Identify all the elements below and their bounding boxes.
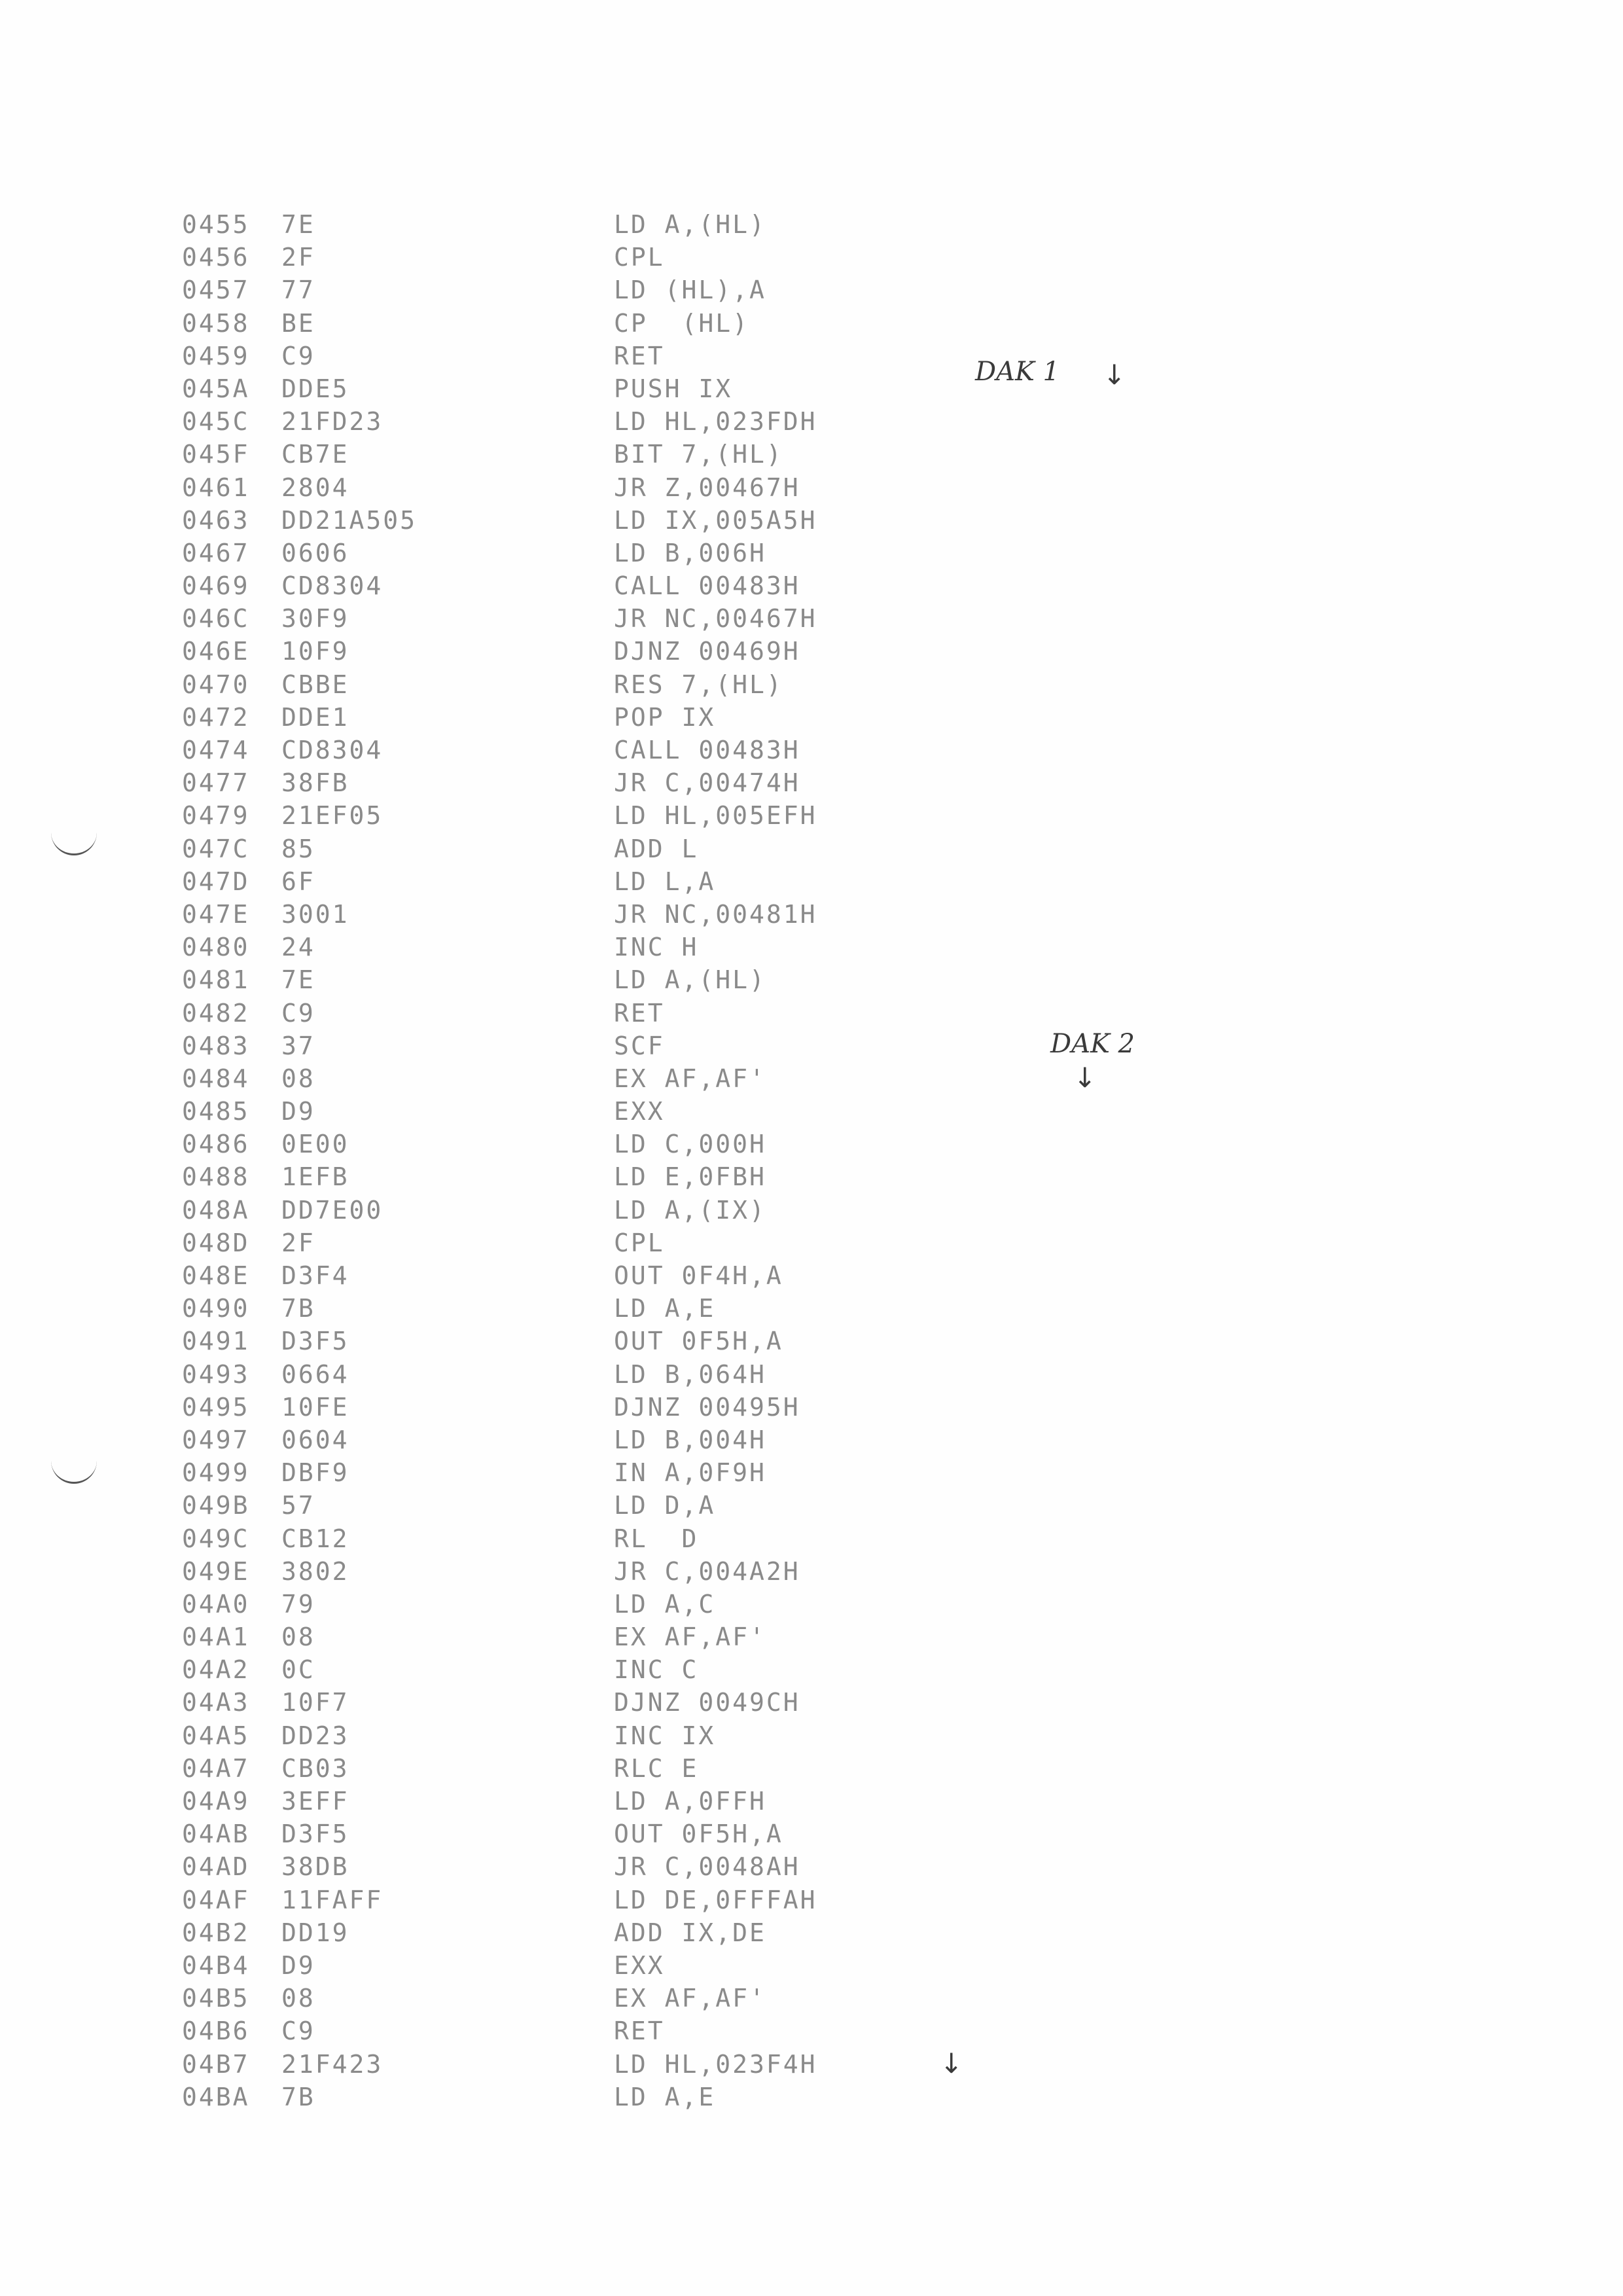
listing-opcode: 3001 [281,899,349,929]
handwritten-note-dak2: DAK 2 [1050,1029,1135,1059]
listing-mnemonic: EX AF,AF' [614,1064,766,1093]
listing-row [182,701,902,734]
listing-address: 0467 [182,538,250,567]
listing-address: 0486 [182,1130,250,1159]
listing-mnemonic: LD A,(HL) [614,210,766,239]
listing-row [182,865,902,898]
listing-address: 0497 [182,1425,250,1454]
listing-address: 0495 [182,1392,250,1422]
listing-mnemonic: JR NC,00467H [614,604,817,634]
listing-address: 0499 [182,1458,250,1488]
listing-mnemonic: LD A,0FFH [614,1787,766,1816]
listing-row [182,504,902,537]
listing-mnemonic: RES 7,(HL) [614,670,783,699]
listing-mnemonic: CPL [614,1228,665,1257]
listing-address: 04A0 [182,1589,250,1619]
listing-mnemonic: RET [614,998,665,1028]
listing-mnemonic: EX AF,AF' [614,1984,766,2013]
listing-row [182,931,902,963]
listing-opcode: 24 [281,933,315,962]
listing-address: 04A3 [182,1688,250,1717]
listing-address: 0491 [182,1327,250,1356]
listing-row [182,1194,902,1227]
listing-opcode: 0C [281,1655,315,1685]
listing-address: 0455 [182,210,250,239]
listing-address: 048D [182,1228,250,1257]
listing-mnemonic: LD A,E [614,1294,716,1323]
listing-opcode: C9 [281,998,315,1028]
handwritten-arrow-icon: ↓ [940,2047,963,2079]
listing-row [182,569,902,602]
listing-row [182,1916,902,1949]
listing-address: 0482 [182,998,250,1028]
listing-row [182,1358,902,1391]
listing-opcode: 7E [281,210,315,239]
listing-mnemonic: DJNZ 00469H [614,637,800,666]
listing-address: 0483 [182,1031,250,1060]
listing-row [182,1424,902,1456]
listing-opcode: 0606 [281,538,349,567]
listing-row [182,1489,902,1522]
listing-row [182,963,902,996]
listing-opcode: CB12 [281,1524,349,1553]
listing-row [182,2015,902,2047]
listing-address: 045C [182,407,250,437]
listing-mnemonic: BIT 7,(HL) [614,440,783,469]
listing-address: 047E [182,899,250,929]
listing-address: 0493 [182,1359,250,1389]
listing-row [182,1686,902,1719]
listing-address: 0459 [182,341,250,370]
listing-address: 04A7 [182,1753,250,1783]
listing-mnemonic: LD B,064H [614,1359,766,1389]
listing-opcode: 3802 [281,1556,349,1586]
listing-row [182,1325,902,1357]
listing-opcode: DDE5 [281,374,349,403]
listing-mnemonic: LD A,C [614,1589,716,1619]
listing-row [182,471,902,504]
listing-address: 047C [182,834,250,863]
listing-address: 0456 [182,243,250,272]
listing-address: 0490 [182,1294,250,1323]
listing-row [182,537,902,569]
listing-address: 0472 [182,702,250,732]
listing-mnemonic: LD D,A [614,1491,716,1520]
listing-mnemonic: EXX [614,1950,665,1980]
listing-address: 04B5 [182,1984,250,2013]
listing-opcode: DD7E00 [281,1195,383,1225]
handwritten-arrow-icon: ↓ [1103,359,1126,391]
listing-opcode: 85 [281,834,315,863]
listing-row [182,1621,902,1653]
listing-opcode: 2F [281,243,315,272]
listing-address: 046C [182,604,250,634]
listing-mnemonic: LD B,004H [614,1425,766,1454]
listing-mnemonic: INC H [614,933,699,962]
listing-row [182,208,902,241]
listing-row [182,1982,902,2015]
listing-address: 0485 [182,1097,250,1126]
listing-mnemonic: ADD L [614,834,699,863]
listing-row [182,668,902,701]
listing-mnemonic: JR C,00474H [614,768,800,798]
listing-opcode: D3F4 [281,1261,349,1290]
listing-mnemonic: OUT 0F4H,A [614,1261,783,1290]
listing-mnemonic: RLC E [614,1753,699,1783]
listing-opcode: 0664 [281,1359,349,1389]
listing-mnemonic: LD HL,005EFH [614,801,817,831]
listing-opcode: DDE1 [281,702,349,732]
listing-mnemonic: JR Z,00467H [614,473,800,502]
handwritten-arrow-icon: ↓ [1073,1062,1097,1094]
listing-address: 04A2 [182,1655,250,1685]
listing-opcode: 77 [281,276,315,305]
handwritten-note-dak1: DAK 1 [975,357,1060,387]
listing-mnemonic: CPL [614,243,665,272]
listing-row [182,1128,902,1160]
listing-row [182,1456,902,1489]
listing-address: 0481 [182,965,250,995]
listing-mnemonic: RL D [614,1524,699,1553]
listing-opcode: 21F423 [281,2049,383,2079]
listing-opcode: 7B [281,1294,315,1323]
listing-row [182,1391,902,1424]
listing-opcode: D3F5 [281,1820,349,1849]
listing-row [182,241,902,274]
listing-row [182,1522,902,1555]
listing-row [182,898,902,931]
listing-row [182,1588,902,1621]
listing-opcode: CB03 [281,1753,349,1783]
listing-mnemonic: ADD IX,DE [614,1918,766,1947]
listing-opcode: 57 [281,1491,315,1520]
listing-address: 0480 [182,933,250,962]
punch-hole-mark [51,1458,97,1484]
listing-mnemonic: INC IX [614,1721,716,1750]
listing-mnemonic: JR C,004A2H [614,1556,800,1586]
listing-opcode: 6F [281,867,315,896]
listing-opcode: 1EFB [281,1162,349,1192]
listing-opcode: CD8304 [281,736,383,764]
listing-address: 0474 [182,736,250,764]
listing-address: 04A9 [182,1787,250,1816]
listing-mnemonic: CP (HL) [614,308,750,338]
listing-mnemonic: SCF [614,1031,665,1060]
listing-mnemonic: POP IX [614,702,716,732]
listing-opcode: BE [281,308,315,338]
listing-address: 047D [182,867,250,896]
listing-mnemonic: EX AF,AF' [614,1623,766,1652]
listing-opcode: CBBE [281,670,349,699]
listing-opcode: DD21A505 [281,505,418,535]
listing-row [182,1555,902,1588]
listing-address: 04A1 [182,1623,250,1652]
listing-mnemonic: LD IX,005A5H [614,505,817,535]
listing-row [182,799,902,832]
listing-row [182,734,902,766]
listing-address: 045F [182,440,250,469]
listing-mnemonic: CALL 00483H [614,736,800,764]
listing-row [182,1653,902,1686]
listing-opcode: D3F5 [281,1327,349,1356]
listing-row [182,1095,902,1128]
listing-address: 04B7 [182,2049,250,2079]
listing-opcode: 11FAFF [281,1885,383,1914]
listing-row [182,1719,902,1752]
listing-address: 04B4 [182,1950,250,1980]
listing-address: 04AD [182,1852,250,1882]
listing-row [182,1949,902,1982]
listing-mnemonic: RET [614,2017,665,2046]
listing-mnemonic: LD DE,0FFFAH [614,1885,817,1914]
listing-address: 048E [182,1261,250,1290]
listing-opcode: 08 [281,1064,315,1093]
listing-opcode: 08 [281,1984,315,2013]
listing-opcode: 0604 [281,1425,349,1454]
listing-opcode: DD23 [281,1721,349,1750]
listing-opcode: C9 [281,341,315,370]
listing-mnemonic: LD A,E [614,2082,716,2111]
listing-opcode: DBF9 [281,1458,349,1488]
listing-opcode: CD8304 [281,571,383,601]
listing-address: 04BA [182,2082,250,2111]
listing-mnemonic: DJNZ 0049CH [614,1688,800,1717]
listing-row [182,2081,902,2113]
listing-address: 04AF [182,1885,250,1914]
listing-opcode: 10F9 [281,637,349,666]
listing-opcode: 38DB [281,1852,349,1882]
listing-opcode: 7B [281,2082,315,2111]
listing-address: 048A [182,1195,250,1225]
listing-opcode: 38FB [281,768,349,798]
assembly-listing [182,208,902,2113]
listing-address: 049E [182,1556,250,1586]
listing-row [182,1227,902,1259]
listing-row [182,307,902,340]
listing-mnemonic: JR C,0048AH [614,1852,800,1882]
listing-mnemonic: CALL 00483H [614,571,800,601]
listing-opcode: 10FE [281,1392,349,1422]
listing-mnemonic: LD (HL),A [614,276,766,305]
listing-mnemonic: RET [614,341,665,370]
listing-address: 0470 [182,670,250,699]
listing-address: 04A5 [182,1721,250,1750]
listing-opcode: D9 [281,1097,315,1126]
listing-row [182,372,902,405]
listing-mnemonic: DJNZ 00495H [614,1392,800,1422]
listing-row [182,1062,902,1095]
listing-address: 0461 [182,473,250,502]
listing-opcode: 10F7 [281,1688,349,1717]
listing-address: 0463 [182,505,250,535]
listing-address: 04B2 [182,1918,250,1947]
listing-address: 0479 [182,801,250,831]
listing-row [182,1884,902,1916]
punch-hole-mark [51,830,97,855]
listing-row [182,1818,902,1850]
listing-mnemonic: EXX [614,1097,665,1126]
listing-mnemonic: LD E,0FBH [614,1162,766,1192]
listing-row [182,1160,902,1193]
listing-address: 0477 [182,768,250,798]
listing-opcode: C9 [281,2017,315,2046]
listing-opcode: 30F9 [281,604,349,634]
listing-row [182,1785,902,1818]
listing-row [182,438,902,471]
listing-mnemonic: OUT 0F5H,A [614,1327,783,1356]
listing-row [182,2048,902,2081]
listing-mnemonic: OUT 0F5H,A [614,1820,783,1849]
listing-address: 049C [182,1524,250,1553]
listing-address: 049B [182,1491,250,1520]
listing-row [182,766,902,799]
listing-address: 046E [182,637,250,666]
listing-row [182,405,902,438]
listing-mnemonic: LD L,A [614,867,716,896]
listing-row [182,340,902,372]
listing-address: 04AB [182,1820,250,1849]
listing-row [182,1030,902,1062]
listing-mnemonic: LD B,006H [614,538,766,567]
listing-address: 0457 [182,276,250,305]
listing-opcode: 3EFF [281,1787,349,1816]
listing-mnemonic: INC C [614,1655,699,1685]
listing-row [182,1259,902,1292]
listing-opcode: 37 [281,1031,315,1060]
listing-opcode: 21EF05 [281,801,383,831]
listing-opcode: 0E00 [281,1130,349,1159]
listing-row [182,1850,902,1883]
listing-address: 045A [182,374,250,403]
listing-opcode: D9 [281,1950,315,1980]
listing-row [182,274,902,306]
listing-opcode: 79 [281,1589,315,1619]
listing-mnemonic: PUSH IX [614,374,733,403]
listing-opcode: DD19 [281,1918,349,1947]
listing-address: 0469 [182,571,250,601]
listing-opcode: 2F [281,1228,315,1257]
listing-row [182,1292,902,1325]
listing-mnemonic: IN A,0F9H [614,1458,766,1488]
listing-mnemonic: LD C,000H [614,1130,766,1159]
listing-mnemonic: LD A,(HL) [614,965,766,995]
listing-row [182,635,902,668]
listing-row [182,602,902,635]
listing-row [182,997,902,1030]
listing-opcode: 7E [281,965,315,995]
listing-address: 0488 [182,1162,250,1192]
listing-mnemonic: LD HL,023F4H [614,2049,817,2079]
listing-address: 0484 [182,1064,250,1093]
listing-mnemonic: LD HL,023FDH [614,407,817,437]
listing-opcode: 08 [281,1623,315,1652]
listing-row [182,833,902,865]
listing-row [182,1752,902,1785]
listing-opcode: 21FD23 [281,407,383,437]
listing-mnemonic: JR NC,00481H [614,899,817,929]
listing-address: 04B6 [182,2017,250,2046]
listing-address: 0458 [182,308,250,338]
listing-opcode: CB7E [281,440,349,469]
listing-opcode: 2804 [281,473,349,502]
listing-mnemonic: LD A,(IX) [614,1195,766,1225]
